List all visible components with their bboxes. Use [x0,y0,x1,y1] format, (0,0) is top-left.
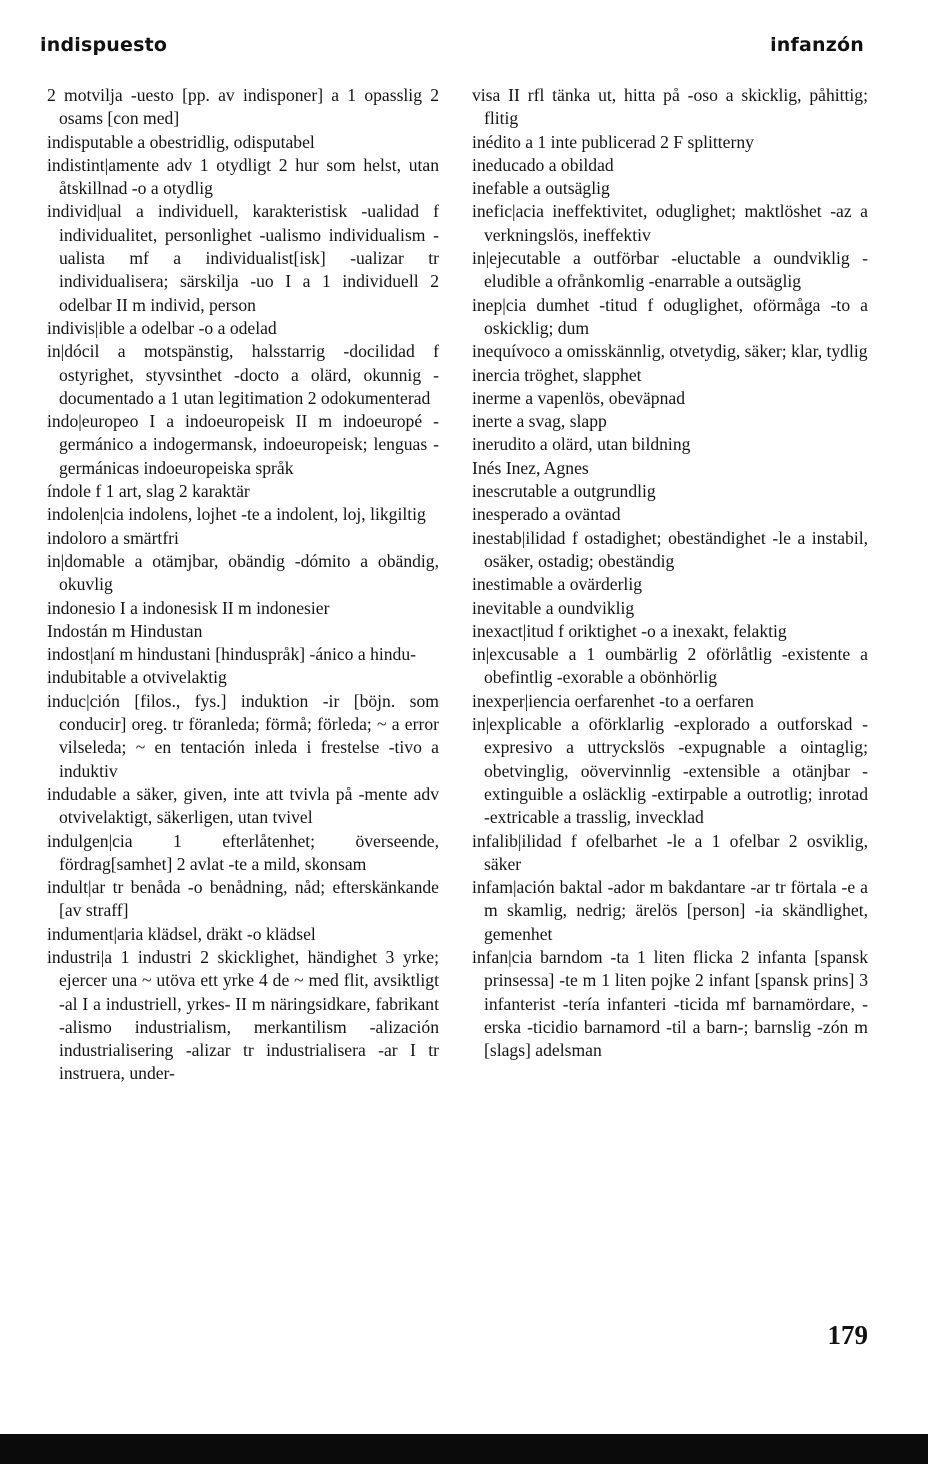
dictionary-entry: inerudito a olärd, utan bildning [472,434,691,455]
dictionary-entry: infam|ación baktal -ador m bakdantare -ar tr förtala -e a m skamlig, nedrig; ärelös [person] -ia skändlighet, gemenhet [472,877,868,944]
dictionary-entry: índole f 1 art, slag 2 karaktär [47,481,250,502]
dictionary-entry: in|excusable a 1 oumbärlig 2 oförlåtlig -existente a obefintlig -exorable a obönhörlig [472,644,868,688]
dictionary-entry: inercia tröghet, slapphet [472,364,642,385]
dictionary-entry: in|domable a otämjbar, obändig -dómito a obändig, okuvlig [47,550,439,595]
dictionary-entry: visa II rfl tänka ut, hitta på -oso a skicklig, påhittig; flitig [472,85,868,129]
dictionary-entry: individ|ual a individuell, karakteristisk -ualidad f individualitet, personlighet -ualismo individualism -ualista mf a individualist[isk] -ualizar tr individualisera; särskilja -uo I a 1 individuell 2 odelbar II m individ, person [47,201,439,315]
dictionary-entry: inequívoco a omisskännlig, otvetydig, säker; klar, tydlig [472,341,868,362]
guide-word-left: indispuesto [40,34,168,56]
right-column [472,84,868,1062]
dictionary-entry: inefable a outsäglig [472,178,610,199]
dictionary-entry: indistint|amente adv 1 otydligt 2 hur som helst, utan åtskillnad -o a otydlig [47,154,439,199]
dictionary-entry: indost|aní m hindustani [hinduspråk] -ánico a hindu- [47,644,417,665]
dictionary-entry: in|explicable a oförklarlig -explorado a outforskad -expresivo a uttryckslös -expugnable a ointaglig; obetvinglig, oövervinnlig -extensible a otänjbar -extinguible a osläcklig -extirpable a outrotlig; inrotad -extricable a trasslig, invecklad [472,714,868,828]
dictionary-entry: inestab|ilidad f ostadighet; obeständighet -le a instabil, osäker, ostadig; obeständig [472,527,868,571]
dictionary-entry: indument|aria klädsel, dräkt -o klädsel [47,923,316,944]
dictionary-entry: indult|ar tr benåda -o benådning, nåd; efterskänkande [av straff] [47,877,439,921]
running-header [40,34,864,64]
page-number: 179 [827,1320,868,1350]
scan-border [0,1434,928,1464]
dictionary-entry: inesperado a oväntad [472,504,621,525]
dictionary-entry: 2 motvilja -uesto [pp. av indisponer] a 1 opasslig 2 osams [con med] [47,85,439,129]
dictionary-entry: Inés Inez, Agnes [472,457,589,478]
dictionary-entry: inexper|iencia oerfarenhet -to a oerfaren [472,690,754,711]
guide-word-right: infanzón [770,34,864,56]
dictionary-entry: infan|cia barndom -ta 1 liten flicka 2 infanta [spansk prinsessa] -te m 1 liten pojke 2 infant [spansk prins] 3 infanterist -tería infanteri -ticida mf barnamördare, -erska -ticidio barnamord -til a barn-; barnslig -zón m [slags] adelsman [472,946,868,1061]
dictionary-entry: Indostán m Hindustan [47,620,203,641]
dictionary-entry: inédito a 1 inte publicerad 2 F splitterny [472,131,754,152]
dictionary-entry: ineducado a obildad [472,154,614,175]
dictionary-entry: indivis|ible a odelbar -o a odelad [47,317,277,338]
dictionary-entry: inefic|acia ineffektivitet, oduglighet; maktlöshet -az a verkningslös, ineffektiv [472,201,868,245]
dictionary-entry: in|ejecutable a outförbar -eluctable a oundviklig -eludible a ofrånkomlig -enarrable a outsäglig [472,248,868,292]
dictionary-entry: inerme a vapenlös, obeväpnad [472,387,685,408]
dictionary-entry: indonesio I a indonesisk II m indonesier [47,597,330,618]
dictionary-entry: indisputable a obestridlig, odisputabel [47,131,315,152]
dictionary-entry: inerte a svag, slapp [472,411,607,432]
dictionary-entry: in|dócil a motspänstig, halsstarrig -docilidad f ostyrighet, styvsinthet -docto a olärd, okunnig -documentado a 1 utan legitimation 2 odokumenterad [47,341,439,408]
dictionary-entry: inevitable a oundviklig [472,597,635,618]
dictionary-entry: industri|a 1 industri 2 skicklighet, händighet 3 yrke; ejercer una ~ utöva ett yrke 4 de ~ med flit, avsiktligt -al I a industriell, yrkes- II m näringsidkare, fabrikant -alismo industrialism, merkantilism -alización industrialisering -alizar tr industrialisera -ar I tr instruera, under- [47,946,439,1084]
dictionary-entry: induc|ción [filos., fys.] induktion -ir [böjn. som conducir] oreg. tr föranleda; förmå; förleda; ~ a error vilseleda; ~ en tentación inleda i frestelse -tivo a induktiv [47,690,439,781]
left-column [47,84,439,1086]
dictionary-entry: infalib|ilidad f ofelbarhet -le a 1 ofelbar 2 osviklig, säker [472,830,868,874]
dictionary-entry: indo|europeo I a indoeuropeisk II m indoeuropé -germánico a indogermansk, indoeuropeisk; lenguas -germánicas indoeuropeiska språk [47,411,439,478]
dictionary-entry: inestimable a ovärderlig [472,574,643,595]
dictionary-entry: inexact|itud f oriktighet -o a inexakt, felaktig [472,620,787,641]
dictionary-entry: indoloro a smärtfri [47,527,179,548]
dictionary-entry: inescrutable a outgrundlig [472,481,656,502]
dictionary-entry: indolen|cia indolens, lojhet -te a indolent, loj, likgiltig [47,504,426,525]
dictionary-entry: indulgen|cia 1 efterlåtenhet; överseende, fördrag[samhet] 2 avlat -te a mild, skonsam [47,830,439,874]
dictionary-entry: indubitable a otvivelaktig [47,667,227,688]
dictionary-entry: indudable a säker, given, inte att tvivla på -mente adv otvivelaktigt, säkerligen, utan tvivel [47,783,439,828]
dictionary-entry: inep|cia dumhet -titud f oduglighet, oförmåga -to a oskicklig; dum [472,294,868,338]
